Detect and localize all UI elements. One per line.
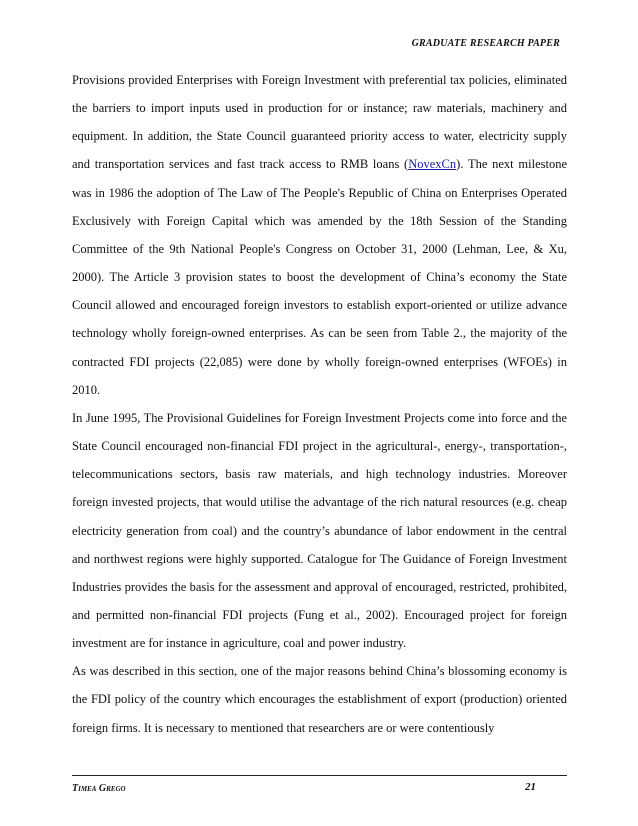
page-number: 21 <box>525 781 536 793</box>
paragraph-1-text-b: ). The next milestone was in 1986 the adoption of The Law of The People's Republic of China on Enterprises Operated Exclusively with Foreign Capital which was amended by the 18th Session of the Standing Committee of the 9th National People's Congress on October 31, 2000 (Lehman, Lee, & Xu, 2000). The Article 3 provision states to boost the development of China’s economy the State Council allowed and encouraged foreign investors to establish export-oriented or utilize advance technology wholly foreign-owned enterprises. As can be seen from Table 2., the majority of the contracted FDI projects (22,085) were done by wholly foreign-owned enterprises (WFOEs) in 2010. <box>72 157 568 397</box>
paragraph-3: As was described in this section, one of the major reasons behind China’s blossoming economy is the FDI policy of the country which encourages the establishment of export (production) oriented foreign firms. It is necessary to mentioned that researchers are or were contentiously <box>72 664 567 735</box>
novexcn-link[interactable]: NovexCn <box>408 157 457 172</box>
paragraph-2: In June 1995, The Provisional Guidelines for Foreign Investment Projects come into force and the State Council encouraged non-financial FDI project in the agricultural-, energy-, transportation-, telecommunications sectors, basis raw materials, and high technology industries. Moreover foreign invested projects, that would utilise the advantage of the rich natural resources (e.g. cheap electricity generation from coal) and the country’s abundance of labor endowment in the central and northwest regions were highly supported. Catalogue for The Guidance of Foreign Investment Industries provides the basis for the assessment and approval of encouraged, restricted, prohibited, and permitted non-financial FDI projects (Fung et al., 2002). Encouraged project for foreign investment are for instance in agriculture, coal and power industry. <box>72 410 567 651</box>
footer-author: Timea Grego <box>72 783 126 794</box>
paragraph-1-text-a: Provisions provided Enterprises with Foreign Investment with preferential tax policies, eliminated the barriers to import inputs used in production for or instance; raw materials, machinery and equipment. In addition, the State Council guaranteed priority access to water, electricity supply and transportation services and fast track access to RMB loans ( <box>72 73 567 172</box>
body-text <box>72 66 567 742</box>
footer-divider <box>72 775 567 776</box>
paragraph-1 <box>72 66 567 404</box>
running-header: GRADUATE RESEARCH PAPER <box>411 38 560 49</box>
